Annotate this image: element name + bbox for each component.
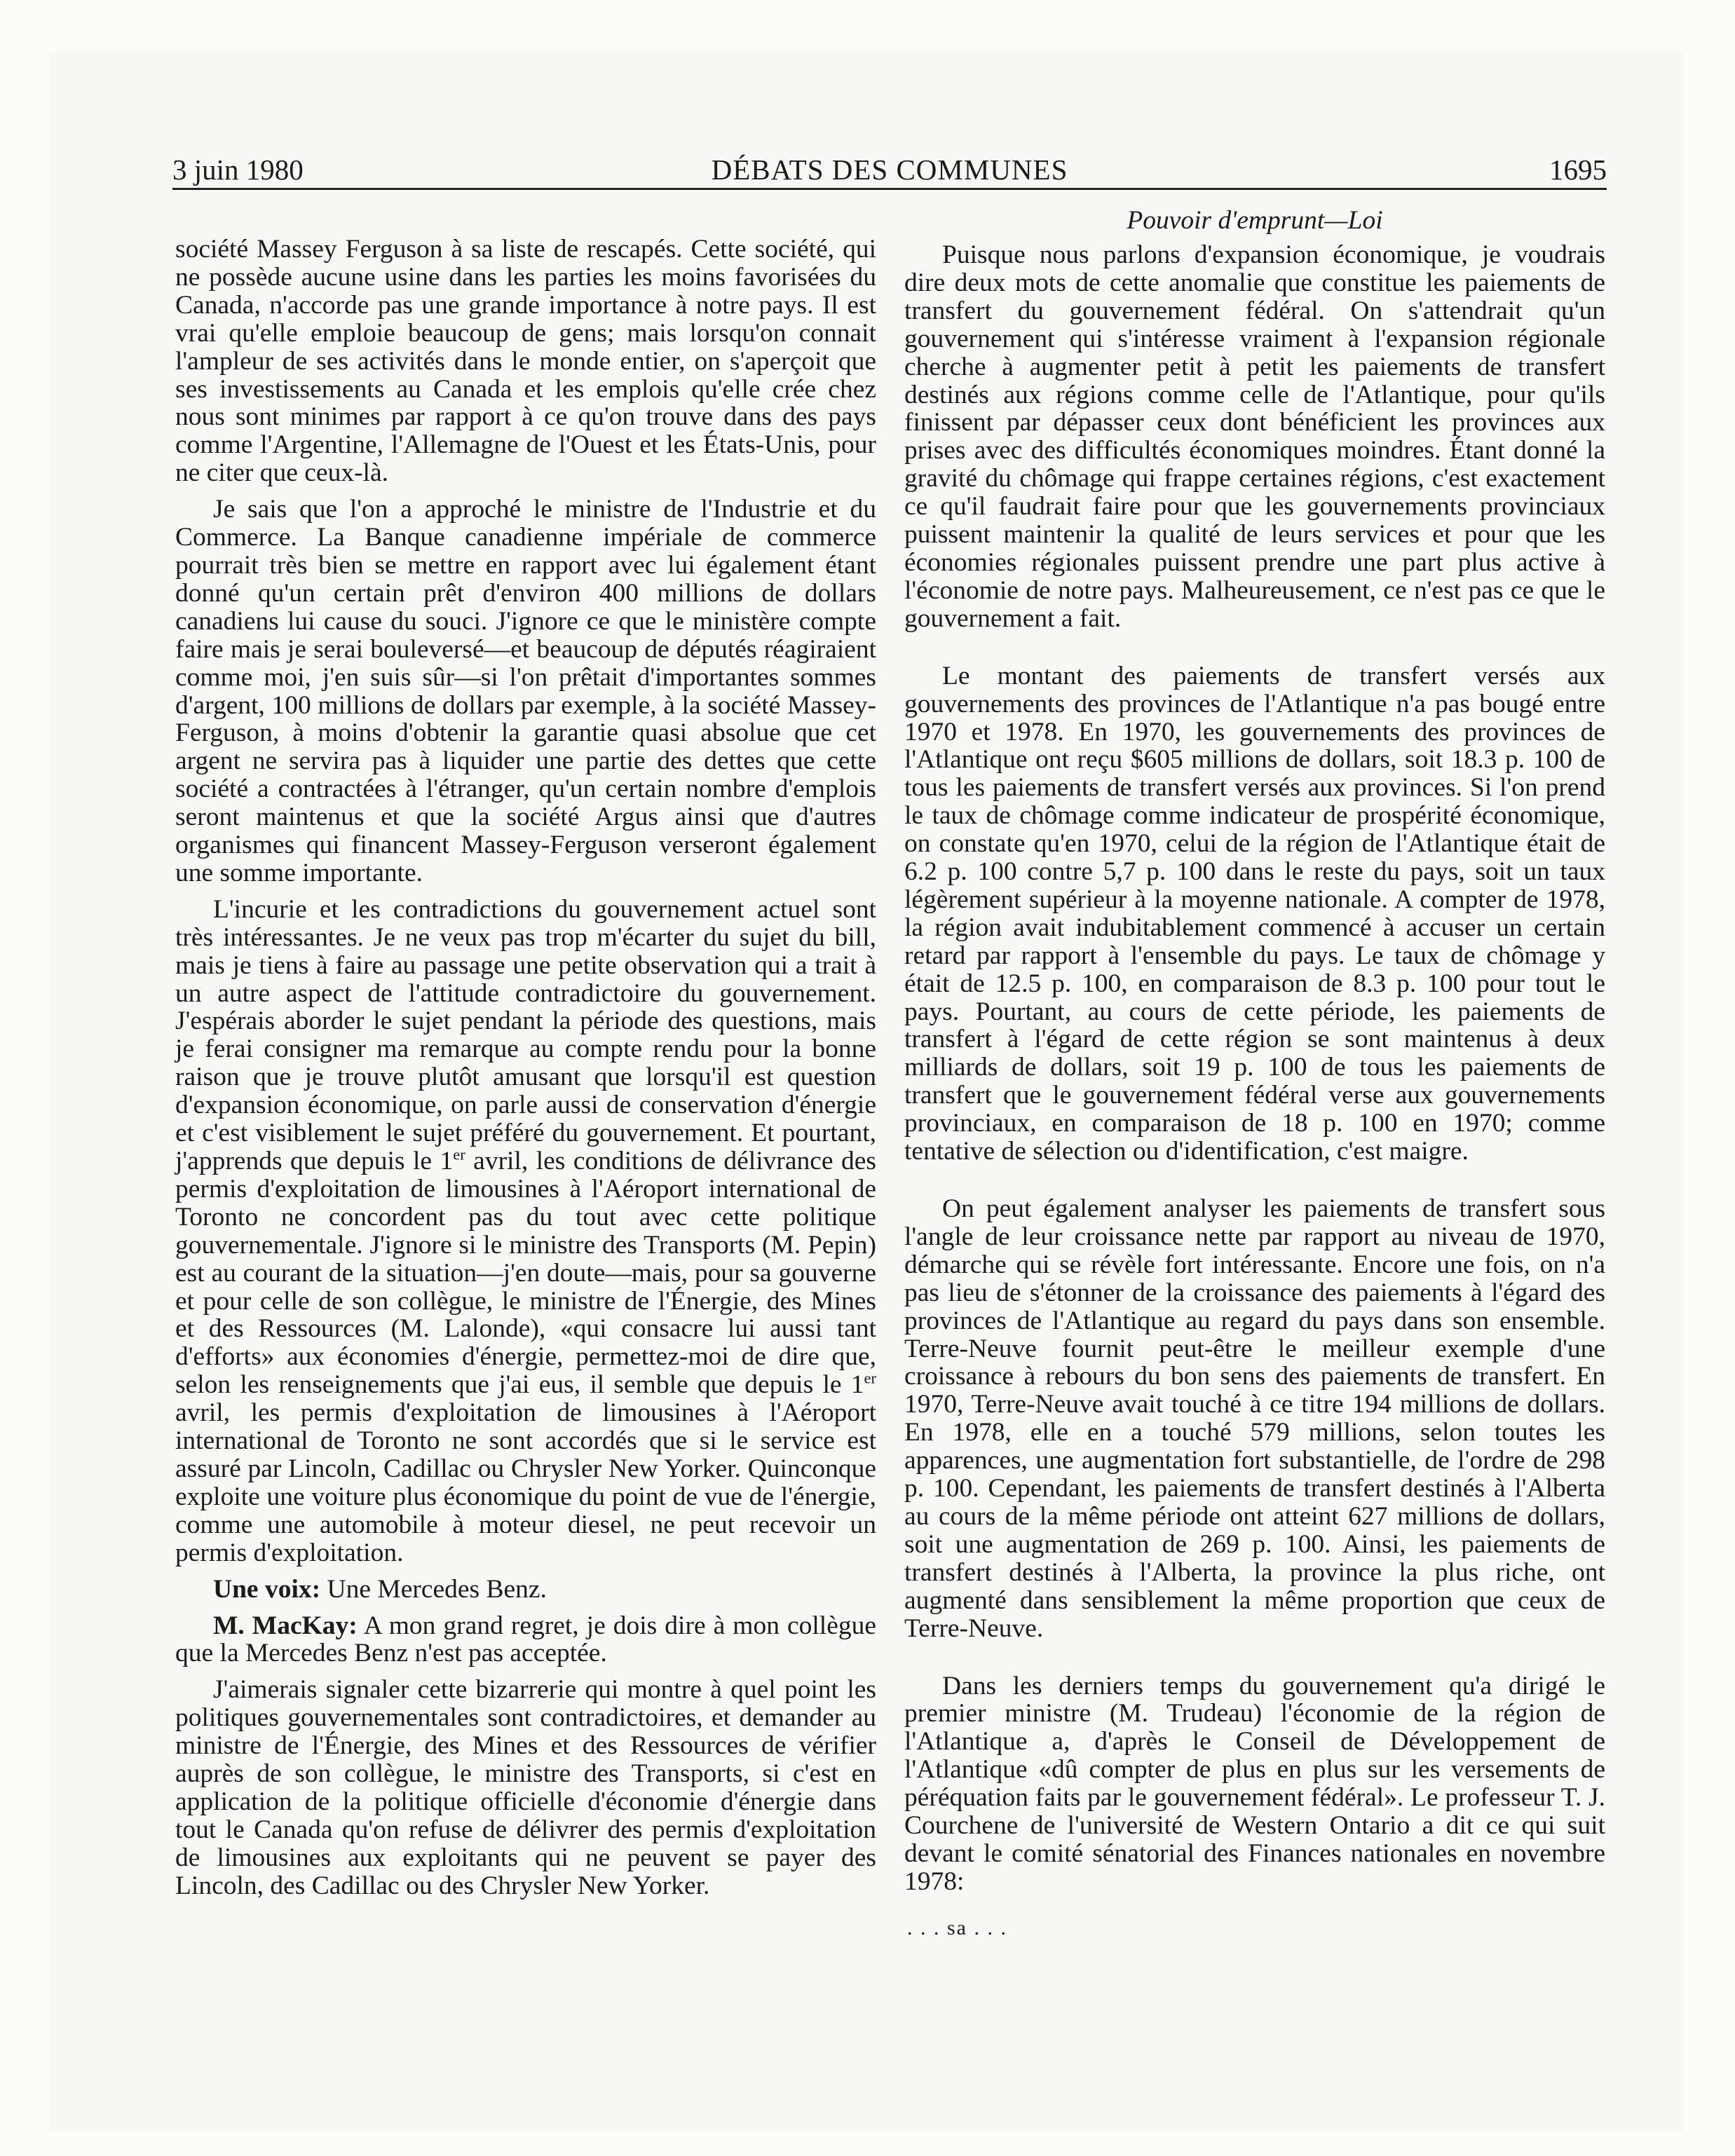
speech-text: A mon grand regret, je dois dire à mon collègue que la Mercedes Benz n'est pas acceptée. (175, 1611, 877, 1668)
text-run: avril, les permis d'exploitation de limousines à l'Aéroport international de Toronto ne sont accordés que si le service est assuré par Lincoln, Cadillac ou Chrysler New Yorker. Quinconque exploite une voiture plus économique du point de vue de l'énergie, comme une automobile à moteur diesel, ne peut recevoir un permis d'exploitation. (175, 1398, 876, 1567)
right-column (904, 205, 1605, 1942)
header-title: DÉBATS DES COMMUNES (711, 153, 1068, 186)
header-rule (172, 188, 1607, 190)
speaker-name: Une voix: (213, 1574, 321, 1604)
ordinal-sup: er (453, 1145, 465, 1164)
ordinal-sup: er (864, 1369, 876, 1387)
paragraph: Dans les derniers temps du gouvernement qu'a dirigé le premier ministre (M. Trudeau) l'économie de la région de l'Atlantique a, d'après le Conseil de Développement de l'Atlantique «dû compter de plus en plus sur les versements de péréquation faits par le gouvernement fédéral». Le professeur T. J. Courchene de l'université de Western Ontario a dit ce qui suit devant le comité sénatorial des Finances nationales en novembre 1978: (904, 1671, 1605, 1896)
page-number: 1695 (1549, 153, 1607, 186)
text-run: avril, les conditions de délivrance des permis d'exploitation de limousines à l'Aéroport international de Toronto ne concordent pas du tout avec cette politique gouvernementale. J'ignore si le ministre des Transports (M. Pepin) est au courant de la situation—j'en doute—mais, pour sa gouverne et pour celle de son collègue, le ministre de l'Énergie, des Mines et des Ressources (M. Lalonde), «qui consacre lui aussi tant d'efforts» aux économies d'énergie, permettez-moi de dire que, selon les renseignements que j'ai eus, il semble que depuis le 1 (175, 1147, 876, 1400)
paragraph (175, 896, 876, 1567)
paragraph: Je sais que l'on a approché le ministre de l'Industrie et du Commerce. La Banque canadienne impériale de commerce pourrait très bien se mettre en rapport avec lui également étant donné qu'un certain prêt d'environ 400 millions de dollars canadiens lui cause du souci. J'ignore ce que le ministère compte faire mais je serai bouleversé—et beaucoup de députés réagiraient comme moi, j'en suis sûr—si l'on prêtait d'importantes sommes d'argent, 100 millions de dollars par exemple, à la société Massey-Ferguson, à moins d'obtenir la garantie quasi absolue que cet argent ne servira pas à liquider une partie des dettes que cette société a contractées à l'étranger, qu'un certain nombre d'emplois seront maintenus et que la société Argus ainsi que d'autres organismes qui financent Massey-Ferguson verseront également une somme importante. (175, 495, 876, 887)
paragraph: On peut également analyser les paiements de transfert sous l'angle de leur croissance nette par rapport au niveau de 1970, démarche qui se révèle fort intéressante. Encore une fois, on n'a pas lieu de s'étonner de la croissance des paiements à l'égard des provinces de l'Atlantique au regard du pays dans son ensemble. Terre-Neuve fournit peut-être le meilleur exemple d'une croissance à rebours du bon sens des paiements de transfert. En 1970, Terre-Neuve avait touché à ce titre 194 millions de dollars. En 1978, elle en a touché 579 millions, selon toutes les apparences, une augmentation fort substantielle, de l'ordre de 298 p. 100. Cependant, les paiements de transfert destinés à l'Alberta au cours de la même période ont atteint 627 millions de dollars, soit une augmentation de 269 p. 100. Ainsi, les paiements de transfert destinés à l'Alberta, la province la plus riche, ont augmenté dans sensiblement la même proportion que ceux de Terre-Neuve. (904, 1194, 1605, 1643)
quote-ellipsis: . . . sa . . . (907, 1916, 1007, 1939)
speaker-name: M. MacKay: (213, 1611, 358, 1640)
paragraph: Le montant des paiements de transfert versés aux gouvernements des provinces de l'Atlantique n'a pas bougé entre 1970 et 1978. En 1970, les gouvernements des provinces de l'Atlantique ont reçu $605 millions de dollars, soit 18.3 p. 100 de tous les paiements de transfert versés aux provinces. Si l'on prend le taux de chômage comme indicateur de prospérité économique, on constate qu'en 1970, celui de la région de l'Atlantique était de 6.2 p. 100 contre 5,7 p. 100 dans le reste du pays, soit un taux légèrement supérieur à la moyenne nationale. A compter de 1978, la région avait indubitablement commencé à accuser un certain retard par rapport à l'ensemble du pays. Le taux de chômage y était de 12.5 p. 100, en comparaison de 8.3 p. 100 pour tout le pays. Pourtant, au cours de cette période, les paiements de transfert à l'égard de cette région se sont maintenus à deux milliards de dollars, soit 19 p. 100 de tous les paiements de transfert que le gouvernement fédéral verse aux gouvernements provinciaux, en comparaison de 18 p. 100 en 1970; comme tentative de sélection ou d'identification, c'est maigre. (904, 661, 1605, 1166)
speech-text: Une Mercedes Benz. (320, 1574, 547, 1604)
paragraph: J'aimerais signaler cette bizarrerie qui montre à quel point les politiques gouvernementales sont contradictoires, et demander au ministre de l'Énergie, des Mines et des Ressources de vérifier auprès de son collègue, le ministre des Transports, si c'est en application de la politique officielle d'économie d'énergie dans tout le Canada qu'on refuse de délivrer des permis d'exploitation de limousines aux exploitants qui ne peuvent se payer des Lincoln, des Cadillac ou des Chrysler New Yorker. (175, 1675, 876, 1900)
paragraph: société Massey Ferguson à sa liste de rescapés. Cette société, qui ne possède aucune usine dans les parties les moins favorisées du Canada, n'accorde pas une grande importance à notre pays. Il est vrai qu'elle emploie beaucoup de gens; mais lorsqu'on connait l'ampleur de ses activités dans le monde entier, on s'aperçoit que ses investissements au Canada et les emplois qu'elle crée chez nous sont minimes par rapport à ce qu'on trouve dans des pays comme l'Argentine, l'Allemagne de l'Ouest et les États-Unis, pour ne citer que ceux-là. (175, 235, 876, 488)
speech-mackay (175, 1612, 876, 1668)
left-column (175, 236, 876, 1909)
text-run: L'incurie et les contradictions du gouvernement actuel sont très intéressantes. Je ne veux pas trop m'écarter du sujet du bill, mais je tiens à faire au passage une petite observation qui a trait à un autre aspect de l'attitude contradictoire du gouvernement. J'espérais aborder le sujet pendant la période des questions, mais je ferai consigner ma remarque au compte rendu pour la bonne raison que je trouve plutôt amusant que lorsqu'il est question d'expansion économique, on parle aussi de conservation d'énergie et c'est visiblement le sujet préféré du gouvernement. Et pourtant, j'apprends que depuis le 1 (175, 894, 876, 1175)
running-head: Pouvoir d'emprunt—Loi (1127, 206, 1383, 235)
paragraph: Puisque nous parlons d'expansion économique, je voudrais dire deux mots de cette anomalie que constitue les paiements de transfert du gouvernement fédéral. On s'attendrait qu'un gouvernement qui s'intéresse vraiment à l'expansion régionale cherche à augmenter petit à petit les paiements de transfert destinés aux régions comme celle de l'Atlantique, pour qu'ils finissent par dépasser ceux dont bénéficient les provinces aux prises avec des difficultés économiques moindres. Étant donné la gravité du chômage qui frappe certaines régions, c'est exactement ce qu'il faudrait faire pour que les gouvernements provinciaux puissent maintenir la qualité de leurs services et pour que les économies régionales puissent prendre une part plus active à l'économie de notre pays. Malheureusement, ce n'est pas ce que le gouvernement a fait. (904, 240, 1605, 633)
speech-voice (175, 1576, 876, 1604)
header-date: 3 juin 1980 (172, 153, 304, 186)
page-header (172, 151, 1607, 188)
